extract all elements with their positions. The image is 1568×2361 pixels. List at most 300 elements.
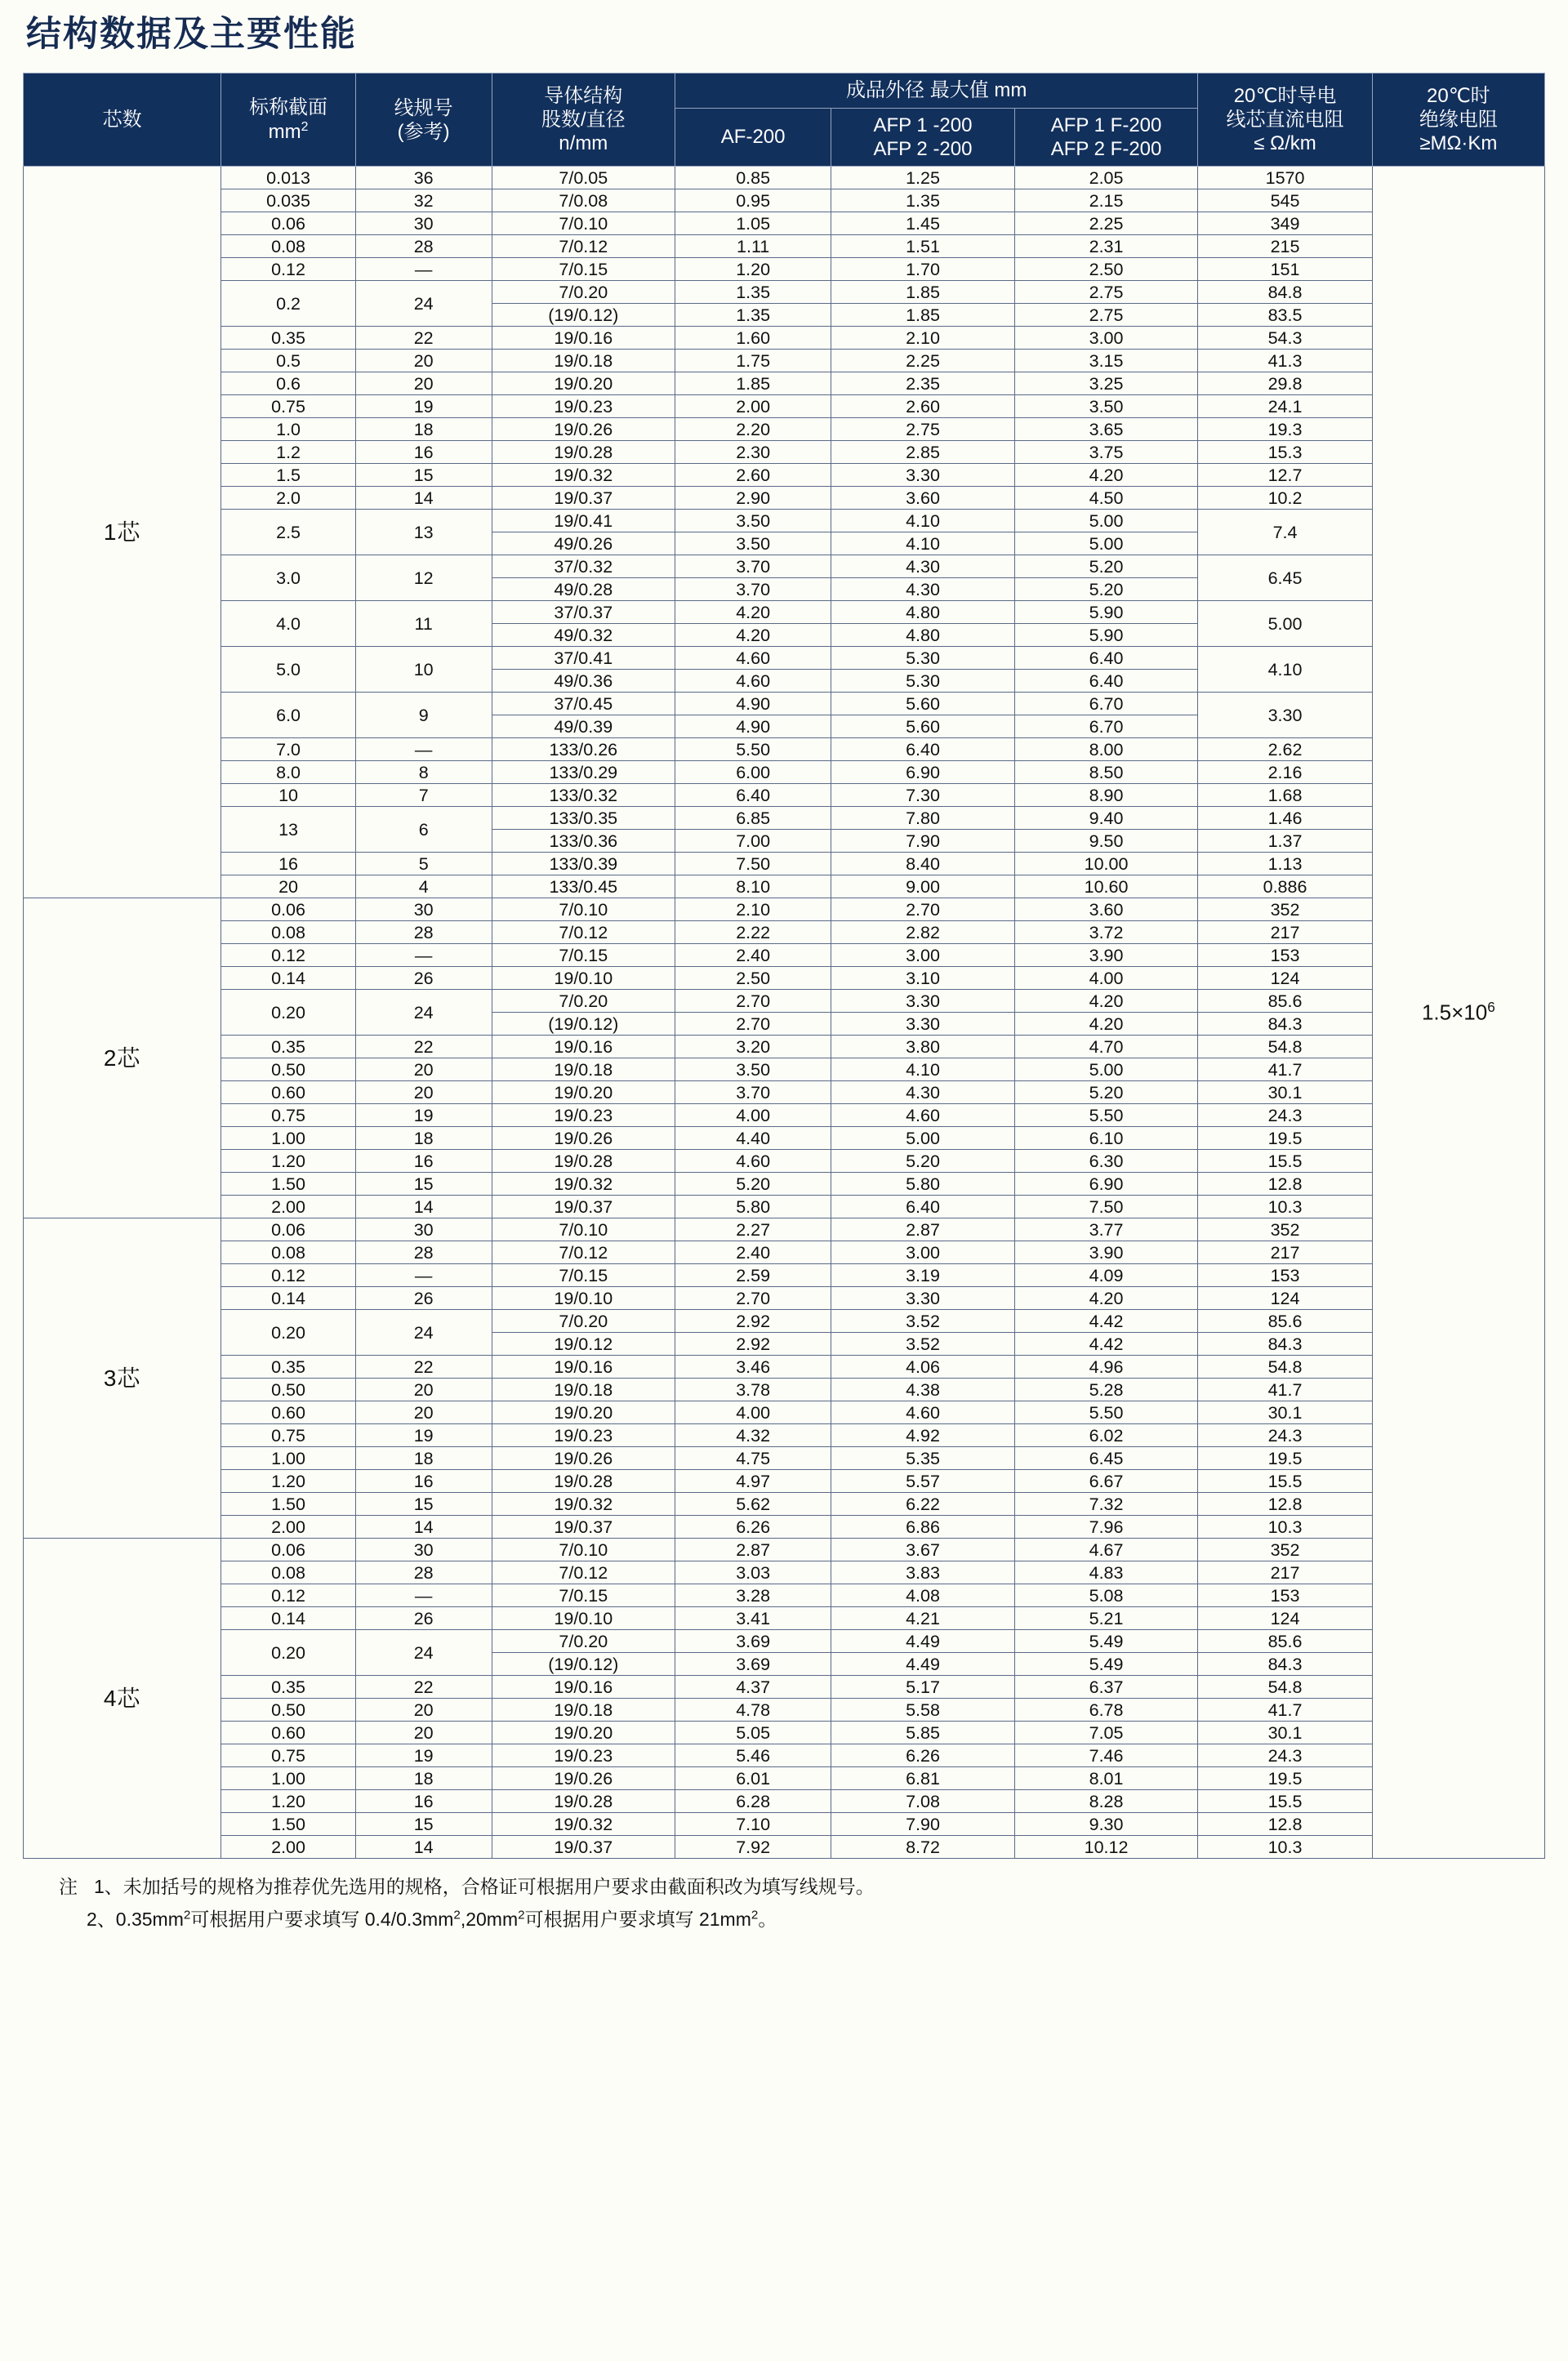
table-row xyxy=(24,944,1545,967)
table-row xyxy=(24,1424,1545,1447)
dc-resistance-cell: 2.62 xyxy=(1198,738,1372,761)
wire-gauge-cell: 19 xyxy=(355,1104,492,1127)
od-afpf200-cell: 9.50 xyxy=(1014,830,1198,853)
table-row xyxy=(24,1790,1545,1813)
nominal-section-cell: 1.0 xyxy=(221,418,356,441)
dc-resistance-cell: 10.2 xyxy=(1198,487,1372,510)
od-af200-cell: 1.05 xyxy=(675,212,831,235)
dc-resistance-cell: 151 xyxy=(1198,258,1372,281)
nominal-section-cell: 0.50 xyxy=(221,1379,356,1401)
conductor-structure-cell: 19/0.32 xyxy=(492,464,675,487)
dc-resistance-cell: 1.13 xyxy=(1198,853,1372,875)
od-af200-cell: 5.20 xyxy=(675,1173,831,1196)
od-af200-cell: 5.05 xyxy=(675,1722,831,1744)
od-afp200-cell: 3.60 xyxy=(831,487,1015,510)
od-afp200-cell: 4.30 xyxy=(831,555,1015,578)
conductor-structure-cell: 49/0.36 xyxy=(492,670,675,693)
od-afpf200-cell: 4.20 xyxy=(1014,1013,1198,1036)
nominal-section-cell: 1.00 xyxy=(221,1767,356,1790)
insulation-resistance-exponent: 6 xyxy=(1487,999,1495,1016)
table-row xyxy=(24,327,1545,350)
conductor-structure-cell: 7/0.12 xyxy=(492,235,675,258)
conductor-structure-cell: 19/0.16 xyxy=(492,1676,675,1699)
header-core-count: 芯数 xyxy=(24,74,221,167)
od-afp200-cell: 6.26 xyxy=(831,1744,1015,1767)
dc-resistance-cell: 153 xyxy=(1198,1584,1372,1607)
od-afpf200-cell: 5.20 xyxy=(1014,578,1198,601)
conductor-structure-cell: (19/0.12) xyxy=(492,1653,675,1676)
wire-gauge-cell: 14 xyxy=(355,487,492,510)
dc-resistance-cell: 2.16 xyxy=(1198,761,1372,784)
od-af200-cell: 2.92 xyxy=(675,1310,831,1333)
wire-gauge-cell: — xyxy=(355,1584,492,1607)
wire-gauge-cell: 16 xyxy=(355,441,492,464)
dc-resistance-cell: 5.00 xyxy=(1198,601,1372,647)
table-row xyxy=(24,281,1545,304)
od-afpf200-cell: 5.00 xyxy=(1014,1058,1198,1081)
od-af200-cell: 4.37 xyxy=(675,1676,831,1699)
od-afp200-cell: 1.35 xyxy=(831,189,1015,212)
od-afp200-cell: 4.08 xyxy=(831,1584,1015,1607)
dc-resistance-cell: 24.3 xyxy=(1198,1104,1372,1127)
nominal-section-cell: 0.12 xyxy=(221,944,356,967)
conductor-structure-cell: 7/0.10 xyxy=(492,1218,675,1241)
note-2-mid1: 可根据用户要求填写 0.4/0.3mm xyxy=(190,1909,454,1931)
conductor-structure-cell: 19/0.37 xyxy=(492,487,675,510)
dc-resistance-cell: 84.3 xyxy=(1198,1653,1372,1676)
conductor-structure-cell: 37/0.32 xyxy=(492,555,675,578)
conductor-structure-cell: 19/0.28 xyxy=(492,1150,675,1173)
nominal-section-cell: 0.035 xyxy=(221,189,356,212)
od-af200-cell: 2.30 xyxy=(675,441,831,464)
table-row xyxy=(24,1767,1545,1790)
dc-resistance-cell: 1.46 xyxy=(1198,807,1372,830)
od-afpf200-cell: 4.00 xyxy=(1014,967,1198,990)
wire-gauge-cell: — xyxy=(355,258,492,281)
dc-resistance-cell: 7.4 xyxy=(1198,510,1372,555)
od-af200-cell: 2.20 xyxy=(675,418,831,441)
conductor-structure-cell: 19/0.28 xyxy=(492,441,675,464)
header-insulation-resistance xyxy=(1372,74,1544,167)
od-af200-cell: 5.50 xyxy=(675,738,831,761)
wire-gauge-cell: 26 xyxy=(355,967,492,990)
header-afp1f-200: AFP 1 F-200 xyxy=(1050,114,1162,136)
nominal-section-cell: 1.50 xyxy=(221,1173,356,1196)
wire-gauge-cell: 36 xyxy=(355,167,492,189)
table-row xyxy=(24,761,1545,784)
conductor-structure-cell: 19/0.10 xyxy=(492,967,675,990)
conductor-structure-cell: 19/0.10 xyxy=(492,1607,675,1630)
od-afpf200-cell: 8.50 xyxy=(1014,761,1198,784)
header-dc-resistance xyxy=(1198,74,1372,167)
od-afp200-cell: 3.67 xyxy=(831,1539,1015,1561)
od-afpf200-cell: 9.40 xyxy=(1014,807,1198,830)
od-afp200-cell: 3.00 xyxy=(831,1241,1015,1264)
note-line-1 xyxy=(59,1870,1545,1903)
od-af200-cell: 2.22 xyxy=(675,921,831,944)
dc-resistance-cell: 15.5 xyxy=(1198,1790,1372,1813)
nominal-section-cell: 5.0 xyxy=(221,647,356,693)
od-afp200-cell: 5.00 xyxy=(831,1127,1015,1150)
core-count-cell: 3芯 xyxy=(24,1218,221,1539)
wire-gauge-cell: 4 xyxy=(355,875,492,898)
conductor-structure-cell: 37/0.41 xyxy=(492,647,675,670)
od-af200-cell: 2.40 xyxy=(675,944,831,967)
od-af200-cell: 4.90 xyxy=(675,693,831,715)
od-afp200-cell: 6.90 xyxy=(831,761,1015,784)
wire-gauge-cell: 18 xyxy=(355,418,492,441)
dc-resistance-cell: 29.8 xyxy=(1198,372,1372,395)
od-afp200-cell: 4.30 xyxy=(831,578,1015,601)
nominal-section-cell: 0.35 xyxy=(221,327,356,350)
table-row xyxy=(24,464,1545,487)
conductor-structure-cell: 133/0.45 xyxy=(492,875,675,898)
od-af200-cell: 2.50 xyxy=(675,967,831,990)
conductor-structure-cell: 49/0.32 xyxy=(492,624,675,647)
nominal-section-cell: 0.6 xyxy=(221,372,356,395)
od-afpf200-cell: 2.05 xyxy=(1014,167,1198,189)
od-afp200-cell: 6.81 xyxy=(831,1767,1015,1790)
core-count-cell: 1芯 xyxy=(24,167,221,898)
header-conductor-line1: 导体结构 xyxy=(544,84,623,107)
od-afpf200-cell: 6.70 xyxy=(1014,715,1198,738)
od-af200-cell: 1.35 xyxy=(675,304,831,327)
od-afpf200-cell: 4.70 xyxy=(1014,1036,1198,1058)
header-outer-diameter-group: 成品外径 最大值 mm xyxy=(675,74,1198,108)
dc-resistance-cell: 0.886 xyxy=(1198,875,1372,898)
table-row xyxy=(24,601,1545,624)
conductor-structure-cell: 19/0.26 xyxy=(492,418,675,441)
od-afp200-cell: 4.10 xyxy=(831,510,1015,532)
od-af200-cell: 2.90 xyxy=(675,487,831,510)
od-afpf200-cell: 6.40 xyxy=(1014,647,1198,670)
dc-resistance-cell: 12.8 xyxy=(1198,1173,1372,1196)
od-afpf200-cell: 9.30 xyxy=(1014,1813,1198,1836)
table-row xyxy=(24,853,1545,875)
wire-gauge-cell: — xyxy=(355,944,492,967)
wire-gauge-cell: 30 xyxy=(355,1539,492,1561)
header-row-1 xyxy=(24,74,1545,108)
dc-resistance-cell: 217 xyxy=(1198,1241,1372,1264)
od-afpf200-cell: 3.00 xyxy=(1014,327,1198,350)
nominal-section-cell: 1.50 xyxy=(221,1493,356,1516)
od-af200-cell: 4.60 xyxy=(675,670,831,693)
insulation-resistance-cell xyxy=(1372,167,1544,1859)
header-wire-gauge xyxy=(355,74,492,167)
table-row xyxy=(24,1196,1545,1218)
od-af200-cell: 6.01 xyxy=(675,1767,831,1790)
od-af200-cell: 4.90 xyxy=(675,715,831,738)
dc-resistance-cell: 41.7 xyxy=(1198,1058,1372,1081)
wire-gauge-cell: 22 xyxy=(355,1676,492,1699)
dc-resistance-cell: 349 xyxy=(1198,212,1372,235)
dc-resistance-cell: 83.5 xyxy=(1198,304,1372,327)
note-line-2: 2、$0.35mm^2$可根据用户要求填写 $0.4/0.3mm^2,20mm^2$可根据用户要求填写 $21mm^2$。 xyxy=(87,1908,777,1931)
dc-resistance-cell: 10.3 xyxy=(1198,1516,1372,1539)
nominal-section-cell: 0.5 xyxy=(221,350,356,372)
table-row xyxy=(24,1150,1545,1173)
od-afp200-cell: 7.90 xyxy=(831,830,1015,853)
table-row xyxy=(24,212,1545,235)
od-afpf200-cell: 4.67 xyxy=(1014,1539,1198,1561)
header-afp1-200: AFP 1 -200 xyxy=(873,114,973,136)
conductor-structure-cell: (19/0.12) xyxy=(492,1013,675,1036)
wire-gauge-cell: 20 xyxy=(355,1722,492,1744)
od-afpf200-cell: 4.83 xyxy=(1014,1561,1198,1584)
table-row xyxy=(24,898,1545,921)
conductor-structure-cell: 7/0.10 xyxy=(492,898,675,921)
structure-spec-table xyxy=(23,73,1545,1859)
dc-resistance-cell: 30.1 xyxy=(1198,1081,1372,1104)
table-row xyxy=(24,693,1545,715)
wire-gauge-cell: 19 xyxy=(355,1744,492,1767)
conductor-structure-cell: 133/0.39 xyxy=(492,853,675,875)
dc-resistance-cell: 54.8 xyxy=(1198,1676,1372,1699)
nominal-section-cell: 4.0 xyxy=(221,601,356,647)
od-afpf200-cell: 8.90 xyxy=(1014,784,1198,807)
od-afpf200-cell: 7.32 xyxy=(1014,1493,1198,1516)
nominal-section-cell: 10 xyxy=(221,784,356,807)
od-afpf200-cell: 10.60 xyxy=(1014,875,1198,898)
od-af200-cell: 2.40 xyxy=(675,1241,831,1264)
table-row xyxy=(24,418,1545,441)
note-2-mid3: 可根据用户要求填写 21mm xyxy=(524,1909,751,1931)
conductor-structure-cell: 19/0.28 xyxy=(492,1790,675,1813)
od-af200-cell: 3.50 xyxy=(675,532,831,555)
wire-gauge-cell: 20 xyxy=(355,350,492,372)
conductor-structure-cell: 7/0.20 xyxy=(492,281,675,304)
nominal-section-cell: 0.60 xyxy=(221,1722,356,1744)
od-afp200-cell: 3.83 xyxy=(831,1561,1015,1584)
dc-resistance-cell: 84.8 xyxy=(1198,281,1372,304)
wire-gauge-cell: 16 xyxy=(355,1150,492,1173)
wire-gauge-cell: 28 xyxy=(355,1241,492,1264)
conductor-structure-cell: 19/0.20 xyxy=(492,372,675,395)
table-row xyxy=(24,1173,1545,1196)
nominal-section-cell: 3.0 xyxy=(221,555,356,601)
od-af200-cell: 2.10 xyxy=(675,898,831,921)
conductor-structure-cell: 19/0.32 xyxy=(492,1173,675,1196)
od-afpf200-cell: 4.20 xyxy=(1014,990,1198,1013)
conductor-structure-cell: 7/0.12 xyxy=(492,1561,675,1584)
od-afp200-cell: 4.80 xyxy=(831,624,1015,647)
table-row xyxy=(24,1607,1545,1630)
table-row xyxy=(24,921,1545,944)
nominal-section-cell: 0.06 xyxy=(221,212,356,235)
od-afp200-cell: 7.80 xyxy=(831,807,1015,830)
conductor-structure-cell: 19/0.26 xyxy=(492,1127,675,1150)
header-nominal-section-line1: 标称截面 xyxy=(249,96,328,119)
nominal-section-cell: 0.12 xyxy=(221,1584,356,1607)
od-afp200-cell: 2.85 xyxy=(831,441,1015,464)
od-afpf200-cell: 6.45 xyxy=(1014,1447,1198,1470)
table-row xyxy=(24,1676,1545,1699)
header-dc-resistance-line3: ≤ Ω/km xyxy=(1254,132,1316,155)
dc-resistance-cell: 84.3 xyxy=(1198,1013,1372,1036)
od-afpf200-cell: 3.77 xyxy=(1014,1218,1198,1241)
nominal-section-cell: 0.013 xyxy=(221,167,356,189)
table-row xyxy=(24,1264,1545,1287)
dc-resistance-cell: 217 xyxy=(1198,921,1372,944)
table-row xyxy=(24,510,1545,532)
table-row xyxy=(24,1104,1545,1127)
od-af200-cell: 4.97 xyxy=(675,1470,831,1493)
dc-resistance-cell: 19.3 xyxy=(1198,418,1372,441)
dc-resistance-cell: 124 xyxy=(1198,967,1372,990)
nominal-section-cell: 6.0 xyxy=(221,693,356,738)
table-row xyxy=(24,1539,1545,1561)
od-af200-cell: 3.20 xyxy=(675,1036,831,1058)
nominal-section-cell: 0.06 xyxy=(221,1539,356,1561)
nominal-section-cell: 0.75 xyxy=(221,1744,356,1767)
od-af200-cell: 4.60 xyxy=(675,647,831,670)
od-afp200-cell: 2.60 xyxy=(831,395,1015,418)
conductor-structure-cell: 7/0.20 xyxy=(492,1630,675,1653)
wire-gauge-cell: 26 xyxy=(355,1607,492,1630)
od-afp200-cell: 4.49 xyxy=(831,1653,1015,1676)
conductor-structure-cell: 19/0.32 xyxy=(492,1813,675,1836)
od-afpf200-cell: 3.25 xyxy=(1014,372,1198,395)
wire-gauge-cell: 14 xyxy=(355,1516,492,1539)
nominal-section-cell: 0.08 xyxy=(221,1561,356,1584)
conductor-structure-cell: 7/0.10 xyxy=(492,1539,675,1561)
od-afp200-cell: 6.40 xyxy=(831,1196,1015,1218)
table-row xyxy=(24,1036,1545,1058)
conductor-structure-cell: 133/0.35 xyxy=(492,807,675,830)
nominal-section-cell: 1.5 xyxy=(221,464,356,487)
wire-gauge-cell: 22 xyxy=(355,1036,492,1058)
od-af200-cell: 7.10 xyxy=(675,1813,831,1836)
table-row xyxy=(24,784,1545,807)
table-body xyxy=(24,167,1545,1859)
od-af200-cell: 6.28 xyxy=(675,1790,831,1813)
nominal-section-cell: 0.12 xyxy=(221,258,356,281)
conductor-structure-cell: (19/0.12) xyxy=(492,304,675,327)
header-nominal-section-line2: $mm^2$ xyxy=(268,120,309,144)
note-2-pre: 2、0.35mm xyxy=(87,1909,184,1931)
wire-gauge-cell: 18 xyxy=(355,1447,492,1470)
od-af200-cell: 0.95 xyxy=(675,189,831,212)
conductor-structure-cell: 19/0.32 xyxy=(492,1493,675,1516)
od-af200-cell: 5.62 xyxy=(675,1493,831,1516)
od-afp200-cell: 8.72 xyxy=(831,1836,1015,1859)
od-afpf200-cell: 6.10 xyxy=(1014,1127,1198,1150)
table-row xyxy=(24,1058,1545,1081)
od-af200-cell: 7.92 xyxy=(675,1836,831,1859)
od-afpf200-cell: 4.20 xyxy=(1014,1287,1198,1310)
nominal-section-cell: 2.00 xyxy=(221,1516,356,1539)
wire-gauge-cell: 24 xyxy=(355,1310,492,1356)
conductor-structure-cell: 133/0.32 xyxy=(492,784,675,807)
od-af200-cell: 6.00 xyxy=(675,761,831,784)
nominal-section-cell: 0.35 xyxy=(221,1676,356,1699)
od-afpf200-cell: 2.25 xyxy=(1014,212,1198,235)
nominal-section-cell: 0.14 xyxy=(221,967,356,990)
od-afp200-cell: 4.80 xyxy=(831,601,1015,624)
od-afp200-cell: 7.30 xyxy=(831,784,1015,807)
od-afp200-cell: 3.30 xyxy=(831,990,1015,1013)
table-row xyxy=(24,1379,1545,1401)
od-afpf200-cell: 5.00 xyxy=(1014,510,1198,532)
wire-gauge-cell: 13 xyxy=(355,510,492,555)
nominal-section-cell: 0.08 xyxy=(221,1241,356,1264)
od-afpf200-cell: 3.72 xyxy=(1014,921,1198,944)
od-afpf200-cell: 3.60 xyxy=(1014,898,1198,921)
od-afp200-cell: 3.52 xyxy=(831,1310,1015,1333)
od-af200-cell: 6.40 xyxy=(675,784,831,807)
od-afp200-cell: 1.51 xyxy=(831,235,1015,258)
table-row xyxy=(24,395,1545,418)
od-afpf200-cell: 5.49 xyxy=(1014,1653,1198,1676)
od-afpf200-cell: 8.28 xyxy=(1014,1790,1198,1813)
nominal-section-cell: 0.50 xyxy=(221,1058,356,1081)
od-af200-cell: 3.46 xyxy=(675,1356,831,1379)
wire-gauge-cell: 11 xyxy=(355,601,492,647)
od-afp200-cell: 4.30 xyxy=(831,1081,1015,1104)
od-af200-cell: 4.78 xyxy=(675,1699,831,1722)
od-afpf200-cell: 6.30 xyxy=(1014,1150,1198,1173)
wire-gauge-cell: 10 xyxy=(355,647,492,693)
table-row xyxy=(24,647,1545,670)
conductor-structure-cell: 19/0.26 xyxy=(492,1767,675,1790)
conductor-structure-cell: 19/0.20 xyxy=(492,1722,675,1744)
od-afp200-cell: 4.49 xyxy=(831,1630,1015,1653)
table-row xyxy=(24,1447,1545,1470)
dc-resistance-cell: 19.5 xyxy=(1198,1447,1372,1470)
od-afp200-cell: 5.17 xyxy=(831,1676,1015,1699)
conductor-structure-cell: 19/0.23 xyxy=(492,395,675,418)
od-afp200-cell: 5.80 xyxy=(831,1173,1015,1196)
od-af200-cell: 3.03 xyxy=(675,1561,831,1584)
wire-gauge-cell: 30 xyxy=(355,1218,492,1241)
od-afpf200-cell: 2.75 xyxy=(1014,304,1198,327)
table-row xyxy=(24,990,1545,1013)
wire-gauge-cell: 20 xyxy=(355,1081,492,1104)
nominal-section-cell: 0.06 xyxy=(221,1218,356,1241)
od-afp200-cell: 7.90 xyxy=(831,1813,1015,1836)
nominal-section-cell: 0.75 xyxy=(221,395,356,418)
header-insulation-line2: 绝缘电阻 xyxy=(1419,109,1498,131)
od-af200-cell: 2.70 xyxy=(675,1287,831,1310)
od-afpf200-cell: 5.00 xyxy=(1014,532,1198,555)
od-af200-cell: 7.50 xyxy=(675,853,831,875)
od-afp200-cell: 2.75 xyxy=(831,418,1015,441)
conductor-structure-cell: 133/0.29 xyxy=(492,761,675,784)
od-af200-cell: 3.50 xyxy=(675,1058,831,1081)
table-row xyxy=(24,555,1545,578)
conductor-structure-cell: 19/0.28 xyxy=(492,1470,675,1493)
wire-gauge-cell: 16 xyxy=(355,1790,492,1813)
od-afpf200-cell: 5.21 xyxy=(1014,1607,1198,1630)
wire-gauge-cell: 18 xyxy=(355,1767,492,1790)
table-row xyxy=(24,235,1545,258)
od-af200-cell: 4.20 xyxy=(675,601,831,624)
od-af200-cell: 7.00 xyxy=(675,830,831,853)
table-row xyxy=(24,1561,1545,1584)
dc-resistance-cell: 215 xyxy=(1198,235,1372,258)
od-af200-cell: 4.00 xyxy=(675,1401,831,1424)
wire-gauge-cell: 20 xyxy=(355,1699,492,1722)
nominal-section-cell: 1.20 xyxy=(221,1470,356,1493)
nominal-section-cell: 0.60 xyxy=(221,1081,356,1104)
note-1-text: 1、未加括号的规格为推荐优先选用的规格，合格证可根据用户要求由截面积改为填写线规号。 xyxy=(94,1876,875,1898)
od-af200-cell: 4.75 xyxy=(675,1447,831,1470)
od-af200-cell: 3.28 xyxy=(675,1584,831,1607)
od-afp200-cell: 2.82 xyxy=(831,921,1015,944)
wire-gauge-cell: 15 xyxy=(355,464,492,487)
od-afp200-cell: 3.52 xyxy=(831,1333,1015,1356)
od-afpf200-cell: 2.31 xyxy=(1014,235,1198,258)
